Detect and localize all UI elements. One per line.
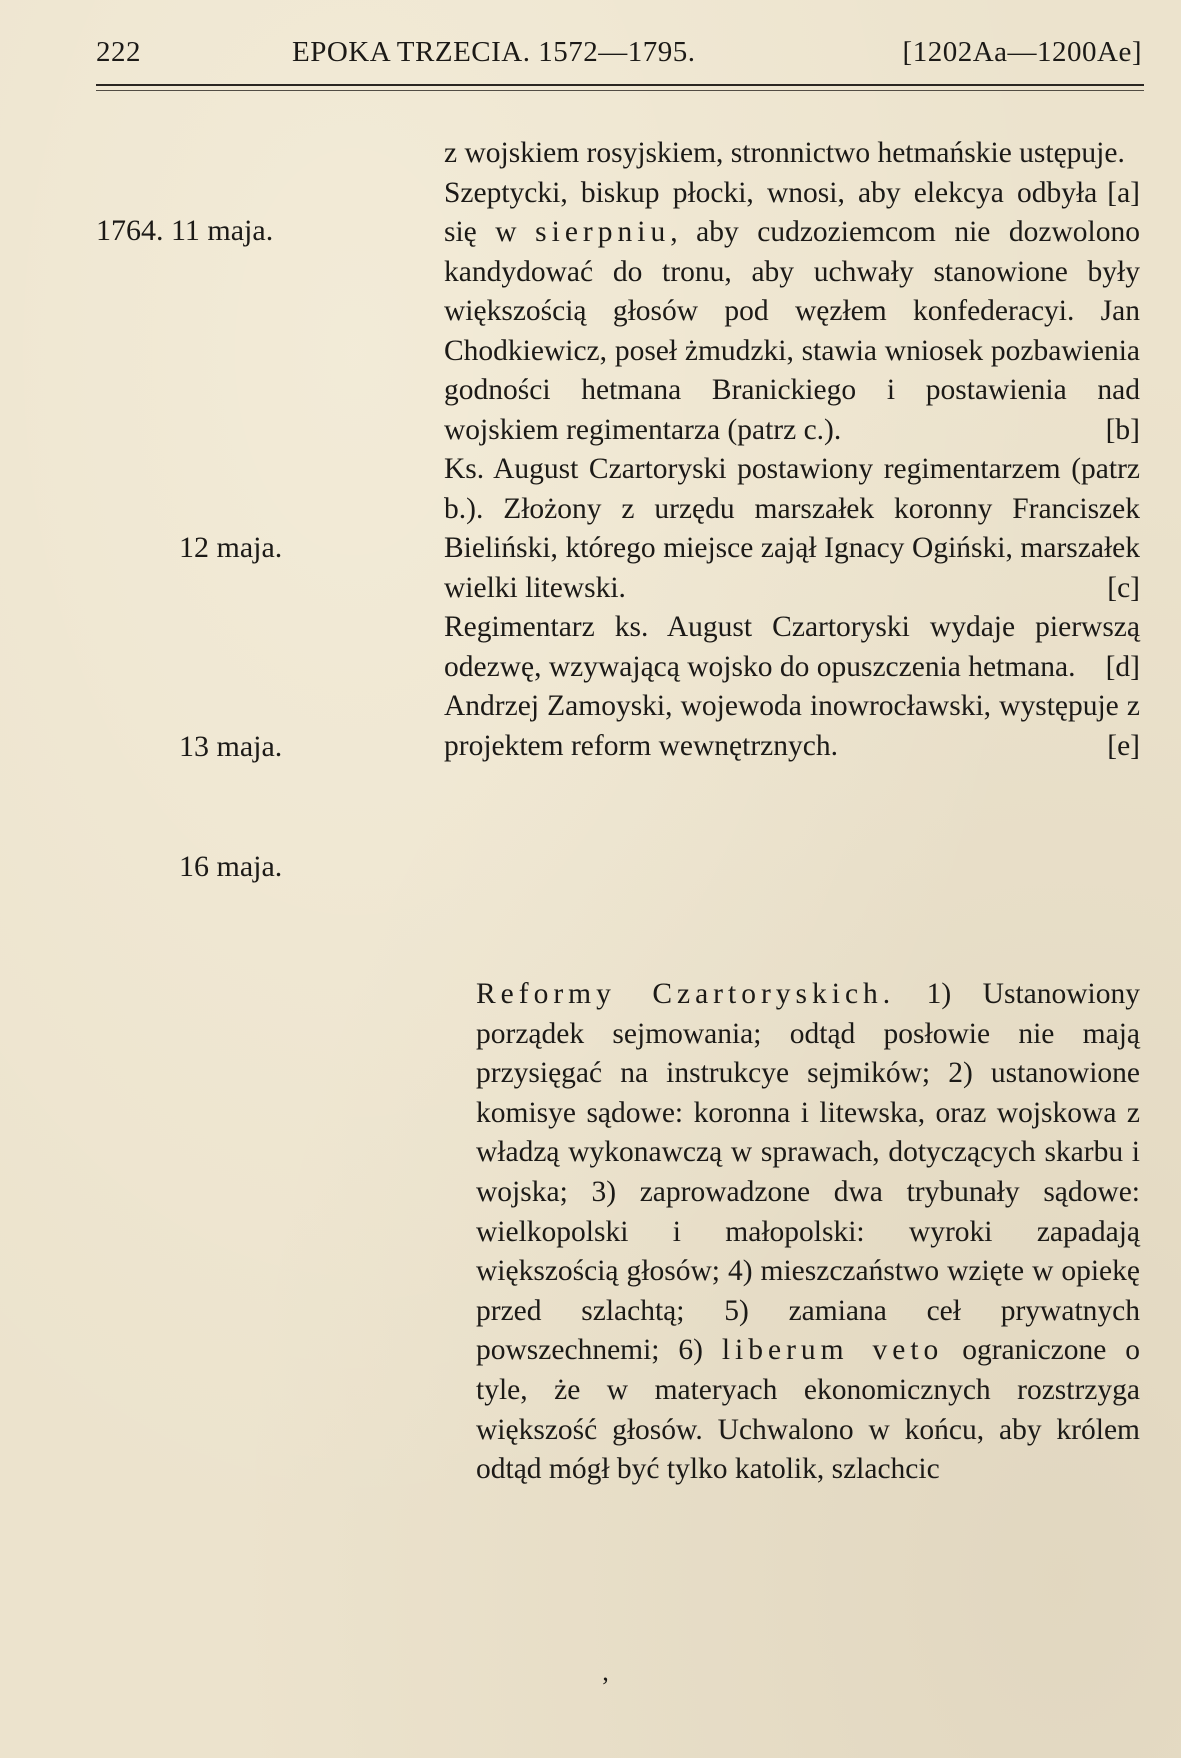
entry-b xyxy=(444,174,1140,451)
header-rule xyxy=(96,84,1144,86)
entry-c-ref: [c] xyxy=(1107,571,1140,604)
chronicle-entries xyxy=(444,134,1140,766)
date-12-maja: 12 maja. xyxy=(179,531,283,564)
running-header xyxy=(96,36,1142,80)
page-number: 222 xyxy=(96,36,141,68)
entry-d-text: Regimentarz ks. August Czartoryski wydaje pierwszą odezwę, wzywającą wojsko do opuszczenia hetmana. xyxy=(444,611,1140,683)
entry-c-text: Ks. August Czartoryski postawiony regimentarzem (patrz b.). Złożony z urzędu marszałek koronny Franciszek Bieliński, którego miejsce zajął Ignacy Ogiński, marszałek wielki litewski. xyxy=(444,453,1140,604)
header-rule-thin xyxy=(96,90,1144,91)
entry-b-text-cont: , aby cudzoziemcom nie dozwolono kandydować do tronu, aby uchwały stanowione były większością głosów pod węzłem konfederacyi. Jan Chodkiewicz, poseł żmudzki, stawia wniosek pozbawienia godności hetmana Branickiego i postawienia nad wojskiem regimentarza (patrz c.). xyxy=(444,216,1140,446)
date-16-maja: 16 maja. xyxy=(179,850,283,883)
reforms-liberum-veto: liberum veto xyxy=(721,1334,944,1367)
entry-b-text: Szeptycki, biskup płocki, wnosi, aby elekcya odbyła się w xyxy=(444,176,1098,248)
entry-e xyxy=(444,687,1140,766)
date-1764-11-maja: 1764. 11 maja. xyxy=(96,214,274,247)
entry-b-ref: [b] xyxy=(1105,413,1140,446)
reforms-text: 1) Ustanowiony porządek sejmowania; odtąd posłowie nie mają przysięgać na instrukcye sejmików; 2) ustanowione komisye sądowe: koronna i litewska, oraz wojskowa z władzą wykonawczą w sprawach, dotyczących skarbu i wojska; 3) zaprowadzone dwa trybunały sądowe: wielkopolski i małopolski: wyroki zapadają większością głosów; 4) mieszczaństwo wzięte w opiekę przed szlachtą; 5) zamiana ceł prywatnych powszechnemi; 6) xyxy=(476,978,1141,1367)
entry-a-ref: [a] xyxy=(1107,176,1140,209)
entry-a xyxy=(444,134,1140,209)
entry-d-ref: [d] xyxy=(1105,650,1140,683)
entry-d xyxy=(444,608,1140,687)
running-title: EPOKA TRZECIA. 1572—1795. xyxy=(292,36,696,68)
reforms-text-cont: ograniczone o tyle, że w materyach ekonomicznych rozstrzyga większość głosów. Uchwalono w końcu, aby królem odtąd mógł być tylko katolik, szlachcic xyxy=(476,1334,1140,1486)
reforms-heading: Reformy Czartoryskich. xyxy=(476,978,896,1010)
entry-e-text: Andrzej Zamoyski, wojewoda inowrocławski, występuje z projektem reform wewnętrznych. xyxy=(444,690,1140,762)
reforms-paragraph xyxy=(476,975,1140,1490)
entry-c xyxy=(444,450,1140,608)
entry-e-ref: [e] xyxy=(1107,729,1140,762)
date-13-maja: 13 maja. xyxy=(179,730,283,763)
entry-range: [1202Aa—1200Ae] xyxy=(902,36,1142,68)
entry-b-spaced: sierpniu xyxy=(535,216,671,248)
entry-a-text: z wojskiem rosyjskiem, stronnictwo hetmańskie ustępuje. xyxy=(444,137,1125,169)
ink-mark: ʼ xyxy=(601,1672,610,1701)
